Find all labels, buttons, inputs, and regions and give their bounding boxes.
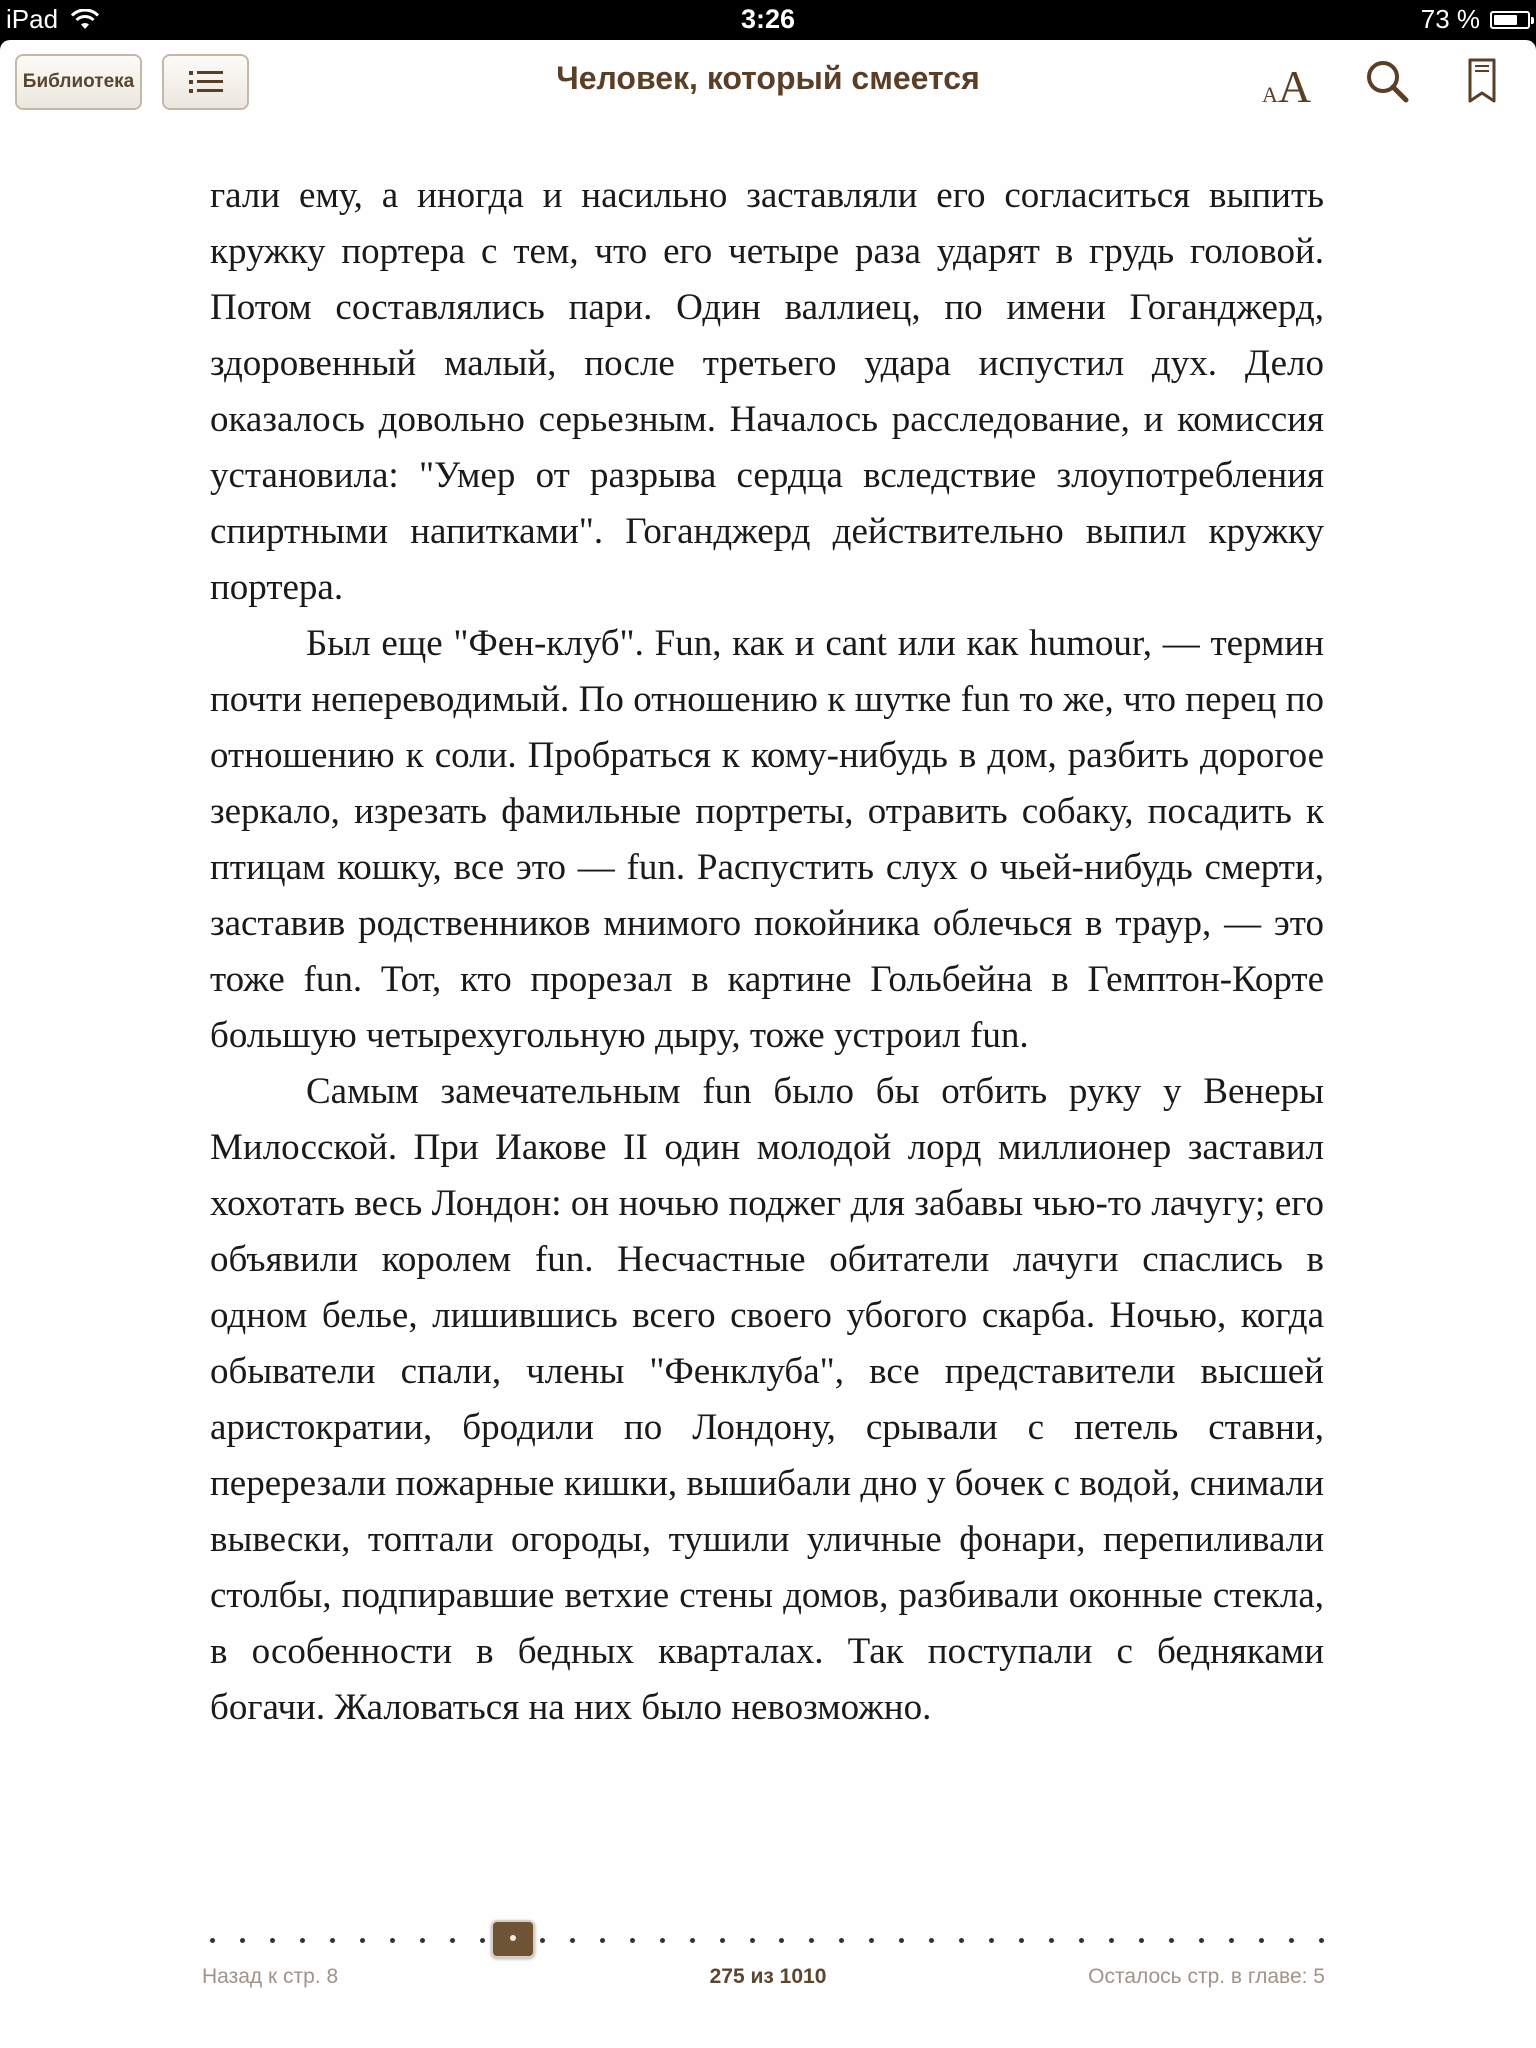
scrubber-dot xyxy=(450,1938,455,1943)
bookmark-icon[interactable] xyxy=(1467,58,1497,104)
scrubber-dot xyxy=(420,1938,425,1943)
page-scrubber[interactable] xyxy=(210,1930,1324,1950)
battery-percent: 73 % xyxy=(1420,4,1480,34)
font-big-glyph: A xyxy=(1277,61,1312,112)
scrubber-dot xyxy=(1169,1938,1174,1943)
scrubber-dot xyxy=(1049,1938,1054,1943)
scrubber-dot xyxy=(750,1938,755,1943)
reader-toolbar xyxy=(0,40,1536,126)
scrubber-dot xyxy=(809,1938,814,1943)
scrubber-dot xyxy=(1109,1938,1114,1943)
battery-icon xyxy=(1490,11,1530,29)
scrubber-dot xyxy=(1259,1938,1264,1943)
book-text xyxy=(210,168,1324,1736)
reader-page xyxy=(0,40,1536,2048)
scrubber-dot xyxy=(690,1938,695,1943)
scrubber-dot xyxy=(210,1938,215,1943)
scrubber-dot xyxy=(1139,1938,1144,1943)
scrubber-dot xyxy=(300,1938,305,1943)
scrubber-dot xyxy=(720,1938,725,1943)
scrubber-dot xyxy=(1289,1938,1294,1943)
scrubber-dot xyxy=(1229,1938,1234,1943)
status-time: 3:26 xyxy=(740,4,796,34)
scrubber-dot xyxy=(360,1938,365,1943)
page-number: 275 из 1010 xyxy=(709,1965,827,1988)
scrubber-dot xyxy=(839,1938,844,1943)
text-paragraph: Был еще "Фен-клуб". Fun, как и cant или как humour, — термин почти непереводимый. По отношению к шутке fun то же, что перец по отношению к соли. Пробраться к кому-нибудь в дом, разбить дорогое зеркало, изрезать фамильные портреты, отравить собаку, посадить к птицам кошку, все это — fun. Распустить слух о чьей-нибудь смерти, заставив родственников мнимого покойника облечься в траур, — это тоже fun. Тот, кто прорезал в картине Гольбейна в Гемптон-Корте большую четырехугольную дыру, тоже устроил fun. xyxy=(210,623,1324,1056)
scrubber-dot xyxy=(630,1938,635,1943)
scrubber-dot xyxy=(1199,1938,1204,1943)
status-right xyxy=(1421,4,1530,35)
scrubber-dot xyxy=(1319,1938,1324,1943)
scrubber-dot xyxy=(899,1938,904,1943)
scrubber-dot xyxy=(779,1938,784,1943)
scrubber-dot xyxy=(540,1938,545,1943)
text-paragraph: гали ему, а иногда и насильно заставляли его согласиться выпить кружку портера с тем, что его четыре раза ударят в грудь головой. Потом составлялись пари. Один валлиец, по имени Гоганджерд, здоровенный малый, после третьего удара испустил дух. Дело оказалось довольно серьезным. Началось расследование, и комиссия установила: "Умер от разрыва сердца вследствие злоупотребления спиртными напитками". Гоганджерд действительно выпил кружку портера. xyxy=(210,175,1324,608)
scrubber-dot xyxy=(270,1938,275,1943)
scrubber-dot xyxy=(989,1938,994,1943)
scrubber-dot xyxy=(570,1938,575,1943)
library-button[interactable]: Библиотека xyxy=(15,54,142,110)
scrubber-dot xyxy=(330,1938,335,1943)
scrubber-dot xyxy=(240,1938,245,1943)
status-bar xyxy=(0,0,1536,40)
text-paragraph: Самым замечательным fun было бы отбить руку у Венеры Милосской. При Иакове II один молодой лорд миллионер заставил хохотать весь Лондон: он ночью поджег для забавы чью-то лачугу; его объявили королем fun. Несчастные обитатели лачуги спаслись в одном белье, лишившись всего своего убогого скарба. Ночью, когда обыватели спали, члены "Фенклуба", все представители высшей аристократии, бродили по Лондону, срывали с петель ставни, перерезали пожарные кишки, вышибали дно у бочек с водой, снимали вывески, топтали огороды, тушили уличные фонари, перепиливали столбы, подпиравшие ветхие стены домов, разбивали оконные стекла, в особенности в бедных кварталах. Так поступали с бедняками богачи. Жаловаться на них было невозможно. xyxy=(210,1071,1324,1728)
scrubber-dot xyxy=(1019,1938,1024,1943)
font-small-glyph: A xyxy=(1262,82,1278,107)
scrubber-dot xyxy=(1079,1938,1084,1943)
scrubber-dot xyxy=(480,1938,485,1943)
font-size-icon[interactable] xyxy=(1262,60,1311,113)
back-to-page-link[interactable]: Назад к стр. 8 xyxy=(202,1965,339,1988)
book-title: Человек, который смеется xyxy=(556,60,980,96)
search-icon[interactable] xyxy=(1364,58,1410,104)
scrubber-dot xyxy=(929,1938,934,1943)
scrubber-thumb[interactable] xyxy=(491,1920,535,1958)
scrubber-dot xyxy=(390,1938,395,1943)
pages-left-in-chapter: Осталось стр. в главе: 5 xyxy=(1088,1965,1325,1988)
scrubber-dot xyxy=(600,1938,605,1943)
scrubber-dot xyxy=(869,1938,874,1943)
scrubber-dot xyxy=(660,1938,665,1943)
device-name: iPad xyxy=(6,4,59,34)
battery-fill xyxy=(1494,15,1517,25)
scrubber-dot xyxy=(959,1938,964,1943)
